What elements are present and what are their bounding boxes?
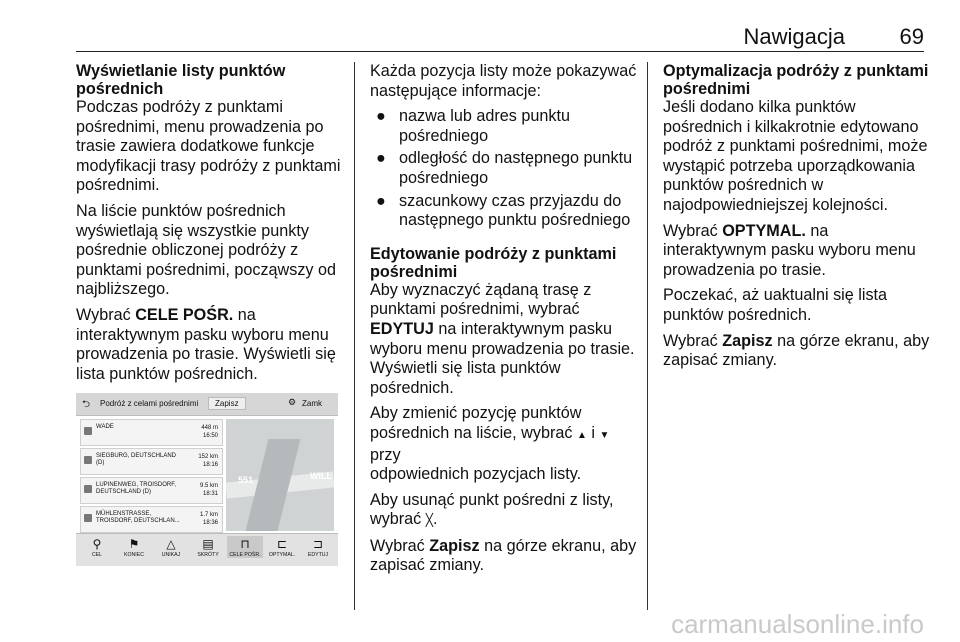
paragraph: Poczekać, aż uaktualni się lista punktów pośrednich. (663, 286, 888, 324)
poi-icon: ▤ (202, 537, 214, 551)
page-number: 69 (899, 24, 924, 49)
watermark: carmanualsonline.info (671, 609, 924, 639)
list-item: ● szacunkowy czas przyjazdu do następnego punktu pośredniego (376, 191, 631, 230)
avoid-button[interactable]: △ UNIKAJ (153, 536, 189, 558)
paragraph: Aby usunąć punkt pośredni z listy, wybrać ╳. (370, 490, 614, 529)
list-item[interactable]: SIEGBURG, DEUTSCHLAND (D) 152 km 18:16 (80, 448, 223, 475)
column-2 (370, 62, 640, 582)
paragraph: Jeśli dodano kilka punktów pośrednich i kilkakrotnie edytowano podróż z punktami pośrednimi, może wystąpić potrzeba uporządkowania punktów pośrednich w najodpowiedniejszej kolejności. (663, 98, 928, 214)
waypoints-icon: ⊓ (240, 537, 250, 551)
close-label[interactable]: Zamk (302, 399, 322, 408)
ui-term: Zapisz (722, 331, 773, 350)
ui-term: OPTYMAL. (722, 221, 806, 240)
route-end-icon: ⚑ (128, 537, 140, 551)
column-1 (76, 62, 344, 390)
back-arrow-icon[interactable]: ⮌ (82, 399, 91, 410)
paragraph: Aby zmienić pozycję punktów pośrednich na liście, wybrać ▲ i ▼ przy odpowiednich pozycjach listy. (370, 404, 610, 484)
paragraph: Na liście punktów pośrednich wyświetlają się wszystkie punkty pośrednie obliczonej podróży z punktami pośrednimi, począwszy od najbliższego. (76, 201, 337, 299)
waypoint-icon (84, 456, 92, 464)
bullet-icon: ● (376, 107, 386, 126)
interaction-selector-bar (76, 533, 338, 566)
header-rule (76, 51, 924, 52)
heading-waypoint-list: Wyświetlanie listy punktów pośrednich (76, 62, 286, 98)
arrow-up-icon: ▲ (576, 429, 587, 441)
list-item: ● nazwa lub adres punktu pośredniego (376, 107, 570, 145)
optimize-icon: ⊏ (276, 537, 288, 551)
avoid-icon: △ (166, 537, 176, 551)
ui-term: EDYTUJ (370, 319, 434, 338)
destination-button[interactable]: ⚲ CEL (79, 536, 115, 558)
ui-term: CELE POŚR. (135, 305, 234, 324)
bullet-icon: ● (376, 149, 386, 168)
end-button[interactable]: ⚑ KONIEC (116, 536, 152, 558)
paragraph: Wybrać Zapisz na górze ekranu, aby zapisać zmiany. (370, 536, 637, 575)
save-tab[interactable]: Zapisz (208, 397, 246, 410)
map-label: 551 (238, 475, 254, 485)
bullet-list (370, 107, 640, 231)
paragraph: Każda pozycja listy może pokazywać następujące informacje: (370, 62, 637, 100)
list-item: ● odległość do następnego punktu pośredniego (376, 149, 633, 187)
page-header (0, 0, 960, 52)
waypoint-icon (84, 427, 92, 435)
bullet-icon: ● (376, 191, 386, 210)
paragraph: Podczas podróży z punktami pośrednimi, menu prowadzenia po trasie zawiera dodatkowe funkcje modyfikacji trasy podróży z punktami pośrednimi. (76, 98, 341, 195)
section-title: Nawigacja (743, 24, 845, 49)
destination-flag-icon (84, 514, 92, 522)
shortcuts-button[interactable]: ▤ SKRÓTY (190, 536, 226, 558)
paragraph: Aby wyznaczyć żądaną trasę z punktami pośrednimi, wybrać EDYTUJ na interaktywnym pasku wyboru menu prowadzenia po trasie. Wyświetli się lista punktów pośrednich. (370, 280, 635, 397)
list-item[interactable]: MÜHLENSTRASSE, TROISDORF, DEUTSCHLAN... 1.7 km 18:36 (80, 506, 223, 533)
heading-optimize-trip: Optymalizacja podróży z punktami pośrednimi (663, 62, 929, 98)
map-view[interactable] (226, 419, 334, 531)
edit-button[interactable]: ⊐ EDYTUJ (300, 536, 336, 558)
column-3 (663, 62, 931, 377)
arrow-down-icon: ▼ (599, 429, 610, 441)
paragraph: Wybrać CELE POŚR. na interaktywnym pasku wyboru menu prowadzenia po trasie. Wyświetli się lista punktów pośrednich. (76, 305, 336, 383)
waypoint-icon (84, 485, 92, 493)
column-divider (354, 62, 355, 610)
infotainment-screenshot (76, 393, 338, 565)
waypoint-list (80, 419, 223, 535)
list-item[interactable]: LUPINENWEG, TROISDORF, DEUTSCHLAND (D) 9.5 km 18:31 (80, 477, 223, 504)
screen-top-bar (76, 393, 338, 416)
screen-title: Podróż z celami pośrednimi (100, 399, 199, 408)
paragraph: Wybrać OPTYMAL. na interaktywnym pasku wyboru menu prowadzenia po trasie. (663, 221, 916, 279)
ui-term: Zapisz (429, 536, 480, 555)
column-divider (647, 62, 648, 610)
gear-icon[interactable]: ⚙ (288, 397, 297, 407)
search-icon: ⚲ (92, 537, 102, 551)
map-label: WILL (310, 471, 332, 481)
edit-route-icon: ⊐ (312, 537, 324, 551)
list-item[interactable]: WADE 448 m 16:50 (80, 419, 223, 446)
optimize-button[interactable]: ⊏ OPTYMAL. (264, 536, 300, 558)
heading-edit-trip: Edytowanie podróży z punktami pośrednimi (370, 244, 617, 281)
paragraph: Wybrać Zapisz na górze ekranu, aby zapisać zmiany. (663, 331, 930, 370)
close-x-icon: ╳ (425, 513, 434, 528)
waypoints-button[interactable]: ⊓ CELE POŚR. (227, 536, 263, 558)
